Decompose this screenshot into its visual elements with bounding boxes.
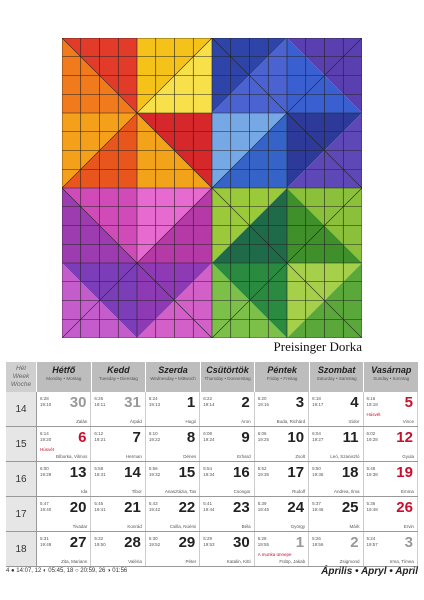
name-day: Leó, Szaniszló [330, 454, 360, 459]
sunrise-sunset: 6:14 19:20 [40, 431, 52, 442]
name-day: Hugó [185, 419, 197, 424]
day-number: 31 [124, 394, 141, 411]
week-row [6, 392, 418, 427]
week-number: 16 [6, 462, 37, 496]
day-number: 25 [341, 499, 359, 516]
day-cell [364, 497, 418, 531]
sunrise-sunset: 5:39 19:45 [257, 501, 269, 512]
day-cell [200, 427, 254, 461]
day-cell [91, 427, 145, 461]
sunrise-sunset: 5:52 19:35 [257, 466, 269, 477]
sunrise-sunset: 5:41 19:44 [203, 501, 215, 512]
week-row [6, 532, 418, 567]
name-day: Tivadar [72, 524, 88, 529]
day-number: 28 [124, 534, 141, 551]
day-cell [37, 497, 91, 531]
day-number: 8 [186, 429, 196, 446]
day-cell [309, 462, 363, 496]
day-cell [255, 532, 309, 566]
holiday-name: Húsvét [366, 412, 381, 417]
day-cell [309, 392, 363, 426]
day-cell [255, 497, 309, 531]
artwork [62, 38, 362, 338]
day-header-wednesday: Szerda Wednesday • Mittwoch [145, 362, 200, 392]
sunrise-sunset: 6:12 19:21 [94, 431, 106, 442]
day-cell [364, 427, 418, 461]
name-day: Tibor [131, 489, 142, 494]
calendar-grid [6, 362, 418, 567]
day-number: 26 [396, 499, 413, 516]
week-row [6, 497, 418, 532]
holiday-name: A munka ünnepe [257, 552, 292, 557]
name-day: Péter [185, 559, 197, 564]
name-day: Vince [402, 419, 414, 424]
sunrise-sunset: 5:32 19:50 [94, 536, 106, 547]
name-day: Csilla, Noémi [169, 524, 197, 529]
day-number: 20 [69, 499, 87, 516]
sunrise-sunset: 6:08 19:24 [203, 431, 215, 442]
month-label: Április • Apryl • April [321, 566, 418, 577]
name-day: Rudolf [292, 489, 306, 494]
day-cell [37, 462, 91, 496]
day-cell [255, 427, 309, 461]
day-cell [37, 392, 91, 426]
sunrise-sunset: 5:30 19:52 [148, 536, 161, 547]
sunrise-sunset: 6:22 19:14 [203, 396, 215, 407]
week-row [6, 462, 418, 497]
day-cell [309, 532, 363, 566]
sunrise-sunset: 5:31 19:49 [40, 536, 52, 547]
day-cell [146, 392, 200, 426]
day-cell [200, 462, 254, 496]
sunrise-sunset: 6:20 19:16 [257, 396, 269, 407]
day-number: 4 [350, 394, 359, 411]
sunrise-sunset: 5:37 19:46 [312, 501, 324, 512]
day-number: 22 [178, 499, 196, 516]
name-day: Árpád [129, 419, 142, 424]
day-cell [146, 497, 200, 531]
name-day: Andrea, Ilma [334, 489, 360, 494]
day-number: 14 [124, 464, 141, 481]
day-header-tuesday: Kedd Tuesday • Dienstag [91, 362, 146, 392]
day-cell [146, 427, 200, 461]
day-cell [309, 497, 363, 531]
day-number: 7 [132, 429, 141, 446]
name-day: Csongor [233, 489, 251, 494]
name-day: Izidor [348, 419, 360, 424]
sunrise-sunset: 5:29 19:53 [203, 536, 215, 547]
day-cell [255, 392, 309, 426]
sunrise-sunset: 5:26 19:56 [312, 536, 324, 547]
sunrise-sunset: 5:28 19:55 [257, 536, 269, 547]
day-cell [255, 462, 309, 496]
day-number: 1 [295, 534, 305, 551]
calendar-header [6, 362, 418, 392]
day-cell [200, 392, 254, 426]
day-header-monday: Hétfő Monday • Montag [36, 362, 91, 392]
day-number: 15 [178, 464, 196, 481]
week-label: Hét Week Woche [6, 362, 36, 392]
name-day: Gyula [402, 454, 414, 459]
name-day: Ida [81, 489, 88, 494]
sunrise-sunset: 5:36 19:48 [366, 501, 378, 512]
day-cell [37, 427, 91, 461]
name-day: Béla [241, 524, 251, 529]
week-number: 15 [6, 427, 37, 461]
day-number: 9 [241, 429, 250, 446]
day-cell [364, 532, 418, 566]
sunrise-sunset: 6:16 19:18 [366, 396, 378, 407]
day-number: 12 [396, 429, 413, 446]
day-number: 10 [287, 429, 305, 446]
day-cell [91, 392, 145, 426]
week-number: 14 [6, 392, 37, 426]
day-number: 6 [78, 429, 87, 446]
sunrise-sunset: 6:02 19:28 [366, 431, 378, 442]
day-number: 24 [287, 499, 305, 516]
holiday-name: Húsvét [40, 447, 55, 452]
day-number: 13 [69, 464, 87, 481]
moon-phases: 4 ● 14:07, 12 ◐ 05:45, 18 ○ 20:59, 26 ◑ 01:56 [6, 568, 128, 574]
sunrise-sunset: 6:24 19:13 [148, 396, 161, 407]
name-day: Katalin, Kitti [226, 559, 251, 564]
artist-name: Preisinger Dorka [273, 339, 362, 354]
name-day: Zita, Mariann [61, 559, 88, 564]
name-day: Dénes [183, 454, 197, 459]
day-header-sunday: Vasárnap Sunday • Sonntag [363, 362, 418, 392]
day-number: 29 [178, 534, 196, 551]
name-day: Herman [125, 454, 142, 459]
day-number: 27 [69, 534, 87, 551]
day-number: 18 [341, 464, 359, 481]
sunrise-sunset: 6:06 19:25 [257, 431, 269, 442]
day-cell [364, 462, 418, 496]
day-number: 5 [404, 394, 413, 411]
day-number: 3 [295, 394, 305, 411]
sunrise-sunset: 6:28 19:10 [40, 396, 52, 407]
sunrise-sunset: 6:00 19:29 [40, 466, 52, 477]
sunrise-sunset: 5:54 19:34 [203, 466, 215, 477]
sunrise-sunset: 5:45 19:41 [94, 501, 106, 512]
day-number: 21 [124, 499, 141, 516]
day-cell [37, 532, 91, 566]
day-number: 16 [233, 464, 250, 481]
day-number: 1 [186, 394, 196, 411]
day-cell [91, 532, 145, 566]
name-day: Fülöp, Jakab [279, 559, 306, 564]
sunrise-sunset: 5:43 19:42 [148, 501, 161, 512]
name-day: Anasztázia, Tas [164, 489, 197, 494]
name-day: Zsolt [295, 454, 306, 459]
name-day: Buda, Richárd [276, 419, 306, 424]
day-number: 19 [396, 464, 413, 481]
day-cell [200, 497, 254, 531]
week-number: 17 [6, 497, 37, 531]
name-day: Irma, Tímea [389, 559, 414, 564]
sunrise-sunset: 6:10 19:22 [148, 431, 161, 442]
name-day: Zalán [76, 419, 88, 424]
name-day: Márk [349, 524, 360, 529]
sunrise-sunset: 5:47 19:40 [40, 501, 52, 512]
sunrise-sunset: 5:24 19:57 [366, 536, 378, 547]
sunrise-sunset: 6:18 19:17 [312, 396, 324, 407]
sunrise-sunset: 5:58 19:31 [94, 466, 106, 477]
day-number: 3 [404, 534, 413, 551]
name-day: Emma [400, 489, 414, 494]
name-day: Valéria [128, 559, 142, 564]
calendar-footer [6, 566, 418, 580]
name-day: Erhard [237, 454, 251, 459]
name-day: Konrád [127, 524, 142, 529]
day-number: 2 [350, 534, 359, 551]
day-cell [91, 462, 145, 496]
day-cell [200, 532, 254, 566]
name-day: György [290, 524, 306, 529]
day-cell [309, 427, 363, 461]
name-day: Zsigmond [339, 559, 360, 564]
name-day: Bíborka, Vilmos [55, 454, 88, 459]
sunrise-sunset: 5:56 19:32 [148, 466, 161, 477]
day-number: 23 [233, 499, 250, 516]
sunrise-sunset: 6:26 19:11 [94, 396, 106, 407]
day-number: 2 [241, 394, 250, 411]
day-number: 30 [233, 534, 250, 551]
day-cell [146, 462, 200, 496]
day-cell [364, 392, 418, 426]
sunrise-sunset: 5:50 19:36 [312, 466, 324, 477]
sunrise-sunset: 5:48 19:38 [366, 466, 378, 477]
name-day: Áron [241, 419, 251, 424]
day-cell [146, 532, 200, 566]
day-header-saturday: Szombat Saturday • Samstag [309, 362, 364, 392]
week-number: 18 [6, 532, 37, 566]
day-header-friday: Péntek Friday • Freitag [254, 362, 309, 392]
name-day: Ervin [403, 524, 414, 529]
day-number: 30 [69, 394, 87, 411]
day-header-thursday: Csütörtök Thursday • Donnerstag [200, 362, 255, 392]
sunrise-sunset: 6:04 19:27 [312, 431, 324, 442]
day-cell [91, 497, 145, 531]
day-number: 17 [287, 464, 305, 481]
week-row [6, 427, 418, 462]
day-number: 11 [342, 429, 359, 446]
